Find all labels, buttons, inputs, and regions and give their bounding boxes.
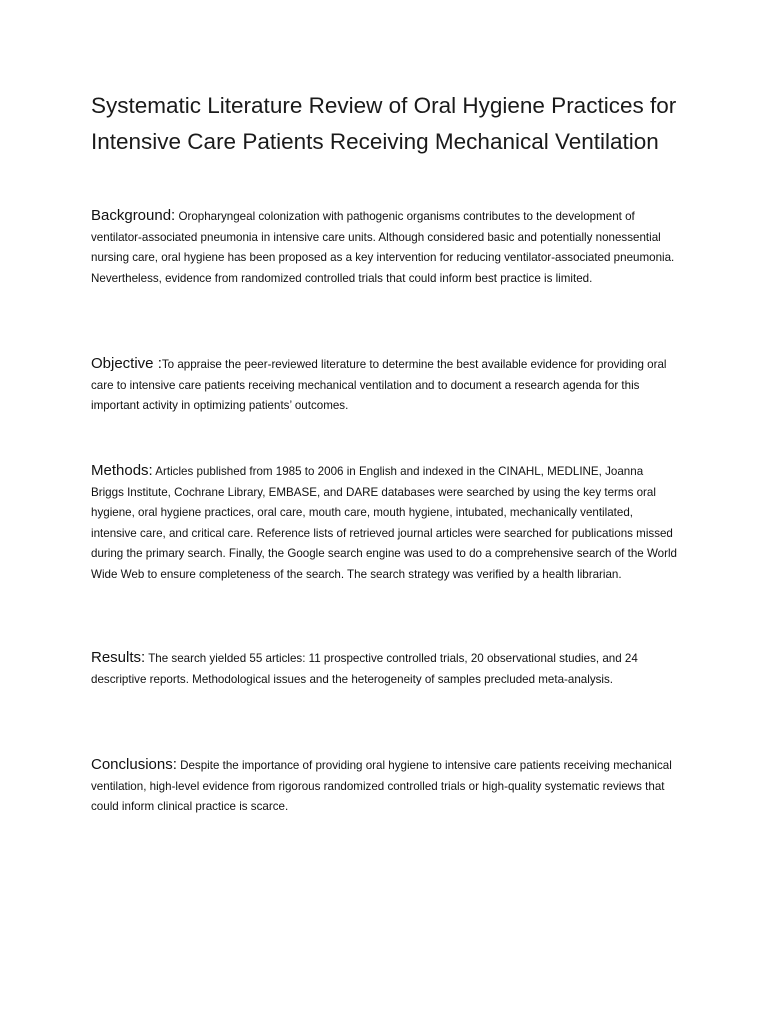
section-results — [91, 648, 679, 690]
section-heading-conclusions: Conclusions: — [91, 756, 177, 773]
section-methods — [91, 461, 679, 585]
section-conclusions — [91, 755, 679, 818]
document-title: Systematic Literature Review of Oral Hygiene Practices for Intensive Care Patients Receiving Mechanical Ventilation — [91, 93, 677, 154]
section-text-conclusions: Despite the importance of providing oral hygiene to intensive care patients receiving mechanical ventilation, high-level evidence from rigorous randomized controlled trials or high-quality systematic reviews that could inform clinical practice is scarce. — [91, 759, 672, 813]
section-text-methods: Articles published from 1985 to 2006 in English and indexed in the CINAHL, MEDLINE, Joanna Briggs Institute, Cochrane Library, EMBASE, and DARE databases were searched by using the key terms oral hygiene, oral hygiene practices, oral care, mouth care, mouth hygiene, intubated, mechanically ventilated, intensive care, and critical care. Reference lists of retrieved journal articles were searched for publications missed during the primary search. Finally, the Google search engine was used to do a comprehensive search of the World Wide Web to ensure completeness of the search. The search strategy was verified by a health librarian. — [91, 465, 678, 581]
section-heading-results: Results: — [91, 649, 146, 666]
section-text-objective: To appraise the peer-reviewed literature to determine the best available evidence for providing oral care to intensive care patients receiving mechanical ventilation and to document a research agenda for this important activity in optimizing patients’ outcomes. — [91, 358, 667, 412]
section-objective — [91, 354, 679, 417]
section-heading-methods: Methods: — [91, 462, 153, 479]
section-text-results: The search yielded 55 articles: 11 prospective controlled trials, 20 observational studies, and 24 descriptive reports. Methodological issues and the heterogeneity of samples precluded meta-analysis. — [91, 652, 638, 686]
section-text-background: Oropharyngeal colonization with pathogenic organisms contributes to the development of ventilator-associated pneumonia in intensive care units. Although considered basic and potentially nonessential nursing care, oral hygiene has been proposed as a key intervention for reducing ventilator-associated pneumonia. Nevertheless, evidence from randomized controlled trials that could inform best practice is limited. — [91, 210, 675, 285]
section-heading-background: Background: — [91, 207, 176, 224]
document-page — [91, 88, 679, 813]
section-background — [91, 206, 679, 289]
section-heading-objective: Objective : — [91, 355, 162, 372]
